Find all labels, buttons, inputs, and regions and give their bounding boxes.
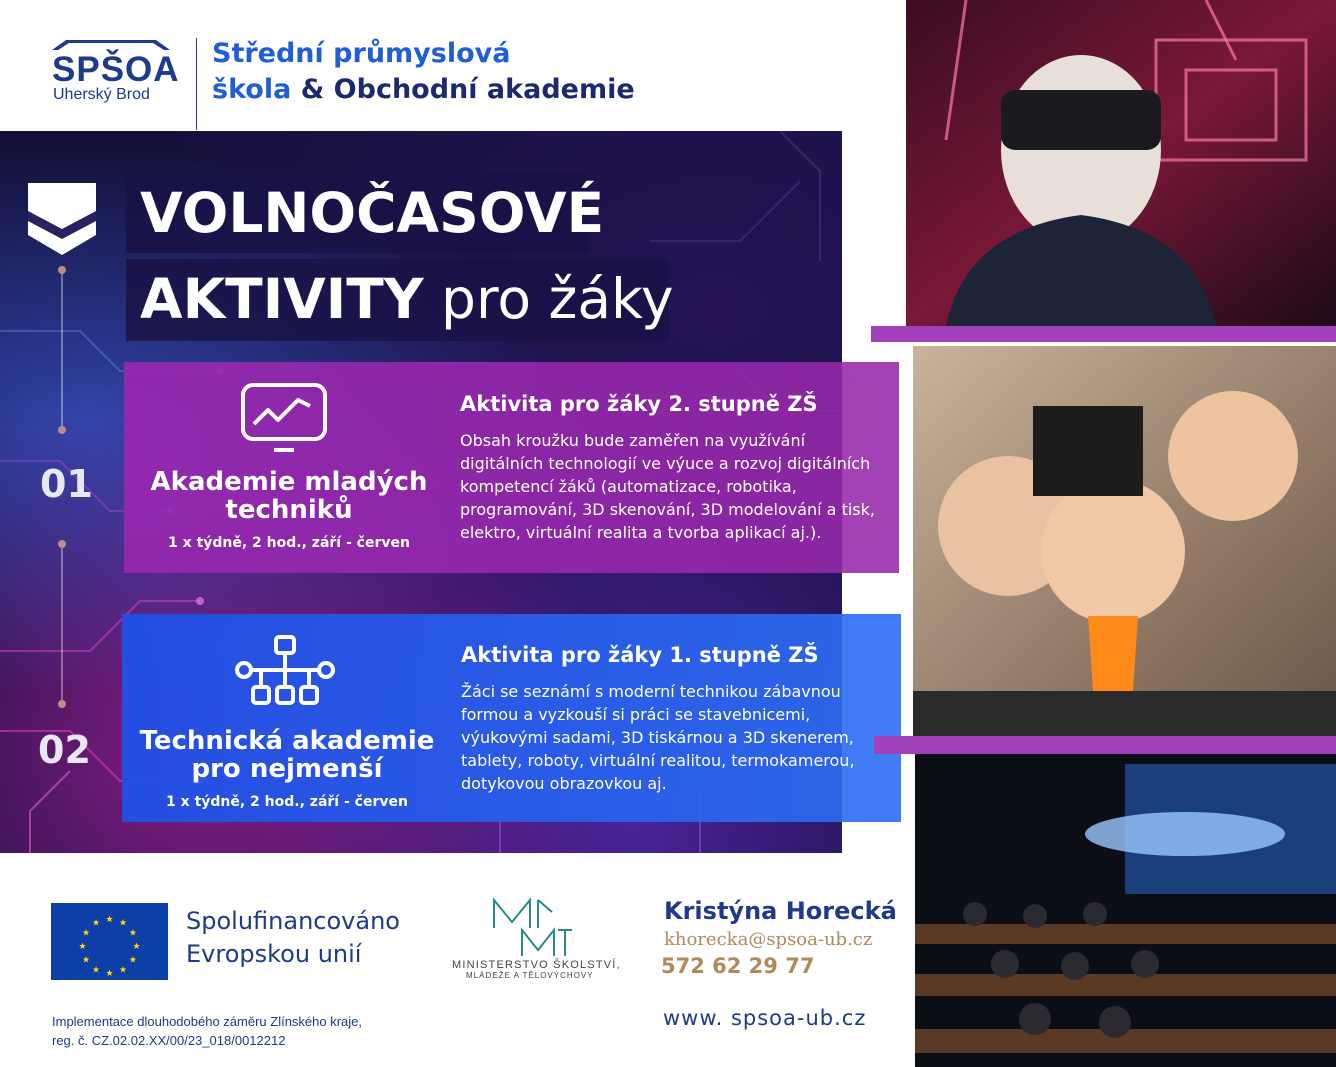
svg-text:★: ★ [91,918,101,929]
activity-schedule: 1 x týdně, 2 hod., září - červen [168,535,410,551]
logo-roof-icon [52,38,170,50]
header-divider [196,38,197,130]
logo-text: SPŠOA [52,50,180,89]
school-name-part-a: škola [212,74,292,105]
activity-description: Obsah kroužku bude zaměřen na využívání digitálních technologií ve výuce a rozvoj digitálních kompetencí žáků (automatizace, robotika, programování, 3D skenování, 3D modelování a tisk, elektro, virtuální realita a tvorba aplikací aj.). [460,431,875,542]
activity-heading: Aktivita pro žáky 1. stupně ZŠ [461,643,819,667]
msmt-name-line2: MLÁDEŽE A TĚLOVÝCHOVY [466,971,594,980]
timeline-line [61,544,63,704]
activity-description: Žáci se seznámí s moderní technikou zábavnou formou a vyzkouší si práci se stavebnicemi, výukovými sadami, 3D tiskárnou a 3D skenerem, tablety, roboty, virtuální realitou, termokamerou, dotykovou obrazovkou aj. [461,682,855,793]
logo-subtitle: Uherský Brod [53,86,150,103]
eu-line1: Spolufinancováno [186,907,400,935]
eu-line2: Evropskou unií [186,940,362,968]
contact-email-link[interactable]: khorecka@spsoa-ub.cz [664,929,873,950]
vr-headset-photo [906,0,1336,326]
implementation-line2: reg. č. CZ.02.02.XX/00/23_018/0012212 [52,1033,286,1048]
contact-phone[interactable]: 572 62 29 77 [661,954,815,978]
svg-text:★: ★ [105,915,114,925]
contact-name: Kristýna Horecká [664,897,897,925]
page-title-line1: VOLNOČASOVÉ [126,173,589,253]
svg-text:★: ★ [82,955,91,966]
svg-text:★: ★ [118,918,128,929]
page-title-line2 [126,259,674,341]
msmt-name-line1: MINISTERSTVO ŠKOLSTVÍ, [452,959,621,971]
activity-card [122,614,901,822]
school-name-line1: Střední průmyslová [212,38,511,69]
activity-name: Akademie mladých techniků [150,467,428,525]
svg-text:★: ★ [91,965,101,976]
activity-schedule: 1 x týdně, 2 hod., září - červen [166,794,408,810]
timeline-dot [58,700,66,708]
timeline-line [61,270,63,430]
implementation-line1: Implementace dlouhodobého záměru Zlínského kraje, [52,1014,363,1029]
msmt-logo-icon [492,898,574,958]
eu-cofinanced-text [186,905,400,971]
implementation-note [52,1012,362,1050]
eu-flag-icon [51,903,168,980]
activity-card [124,362,899,573]
network-icon [234,634,336,708]
accent-bar [874,736,1336,754]
svg-text:★: ★ [132,942,141,952]
svg-text:★: ★ [82,928,91,939]
svg-text:★: ★ [105,969,114,979]
activity-number: 01 [40,462,93,506]
timeline-dot [58,266,66,274]
chevron-down-icon [28,183,96,255]
website-link[interactable]: www. spsoa-ub.cz [663,1006,867,1030]
svg-text:★: ★ [118,965,128,976]
page-title-bold: AKTIVITY [140,267,424,331]
school-name-line2 [212,74,635,105]
svg-text:★: ★ [78,942,87,952]
accent-bar [871,326,1336,342]
activity-heading: Aktivita pro žáky 2. stupně ZŠ [460,392,818,416]
svg-text:★: ★ [128,928,137,939]
activity-number: 02 [38,728,91,772]
school-name-part-b: & Obchodní akademie [291,74,635,105]
3d-printer-kids-photo [913,346,1336,737]
activity-name: Technická akademie pro nejmenší [139,726,435,784]
3d-cinema-photo [915,754,1336,1067]
timeline-dot [58,426,66,434]
chart-monitor-icon [240,382,328,454]
timeline-dot [58,540,66,548]
page-title-rest: pro žáky [423,267,674,331]
svg-text:★: ★ [128,955,137,966]
